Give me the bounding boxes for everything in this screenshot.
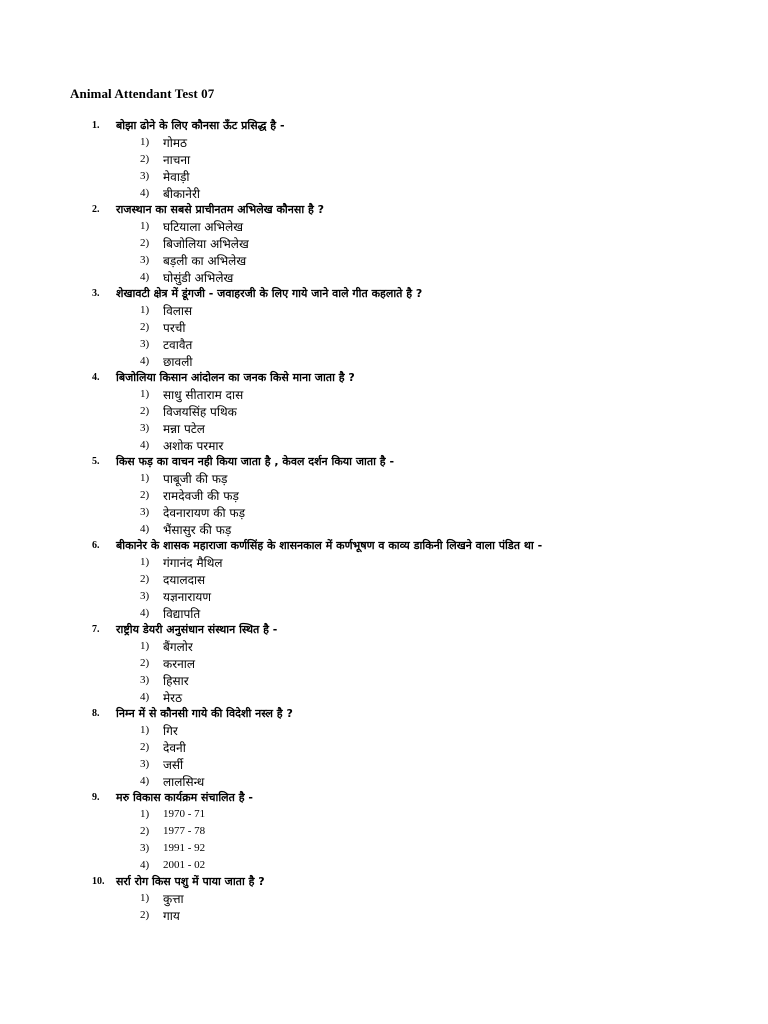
option-text: बीकानेरी bbox=[163, 187, 200, 201]
option-text: साधु सीताराम दास bbox=[163, 388, 244, 402]
answer-option bbox=[0, 823, 768, 840]
question-list bbox=[0, 118, 768, 924]
question-item bbox=[0, 118, 768, 202]
option-text: भैंसासुर की फड़ bbox=[163, 523, 232, 537]
question-row bbox=[0, 370, 768, 386]
option-number: 3) bbox=[140, 590, 150, 602]
answer-option bbox=[0, 185, 768, 202]
question-row bbox=[0, 538, 768, 554]
question-text: सर्रा रोग किस पशु में पाया जाता है ? bbox=[116, 875, 265, 888]
option-text: बैंगलोर bbox=[163, 640, 193, 654]
option-text: बिजोलिया अभिलेख bbox=[163, 237, 249, 251]
option-text: घटियाला अभिलेख bbox=[163, 220, 244, 234]
option-text: नाचना bbox=[163, 153, 191, 167]
option-number: 4) bbox=[140, 607, 150, 619]
option-number: 1) bbox=[140, 556, 150, 568]
option-number: 3) bbox=[140, 506, 150, 518]
option-number: 2) bbox=[140, 321, 150, 333]
answer-option bbox=[0, 168, 768, 185]
question-row bbox=[0, 202, 768, 218]
answer-option bbox=[0, 689, 768, 706]
question-text: मरु विकास कार्यक्रम संचालित है - bbox=[116, 791, 253, 804]
answer-option bbox=[0, 403, 768, 420]
answer-option bbox=[0, 605, 768, 622]
option-number: 4) bbox=[140, 859, 150, 871]
option-text: बड़ली का अभिलेख bbox=[163, 254, 247, 268]
option-text: 1991 - 92 bbox=[163, 842, 206, 854]
option-number: 3) bbox=[140, 170, 150, 182]
option-number: 3) bbox=[140, 338, 150, 350]
option-number: 1) bbox=[140, 640, 150, 652]
question-number: 10. bbox=[92, 876, 105, 887]
answer-option bbox=[0, 554, 768, 571]
option-number: 3) bbox=[140, 842, 150, 854]
answer-option bbox=[0, 386, 768, 403]
answer-option bbox=[0, 437, 768, 454]
question-text: किस फड़ का वाचन नही किया जाता है , केवल दर्शन किया जाता है - bbox=[116, 455, 395, 468]
option-text: मेवाड़ी bbox=[163, 170, 190, 184]
answer-option bbox=[0, 655, 768, 672]
option-number: 4) bbox=[140, 271, 150, 283]
answer-option bbox=[0, 134, 768, 151]
option-number: 1) bbox=[140, 388, 150, 400]
option-text: करनाल bbox=[163, 657, 196, 671]
answer-option bbox=[0, 638, 768, 655]
question-number: 8. bbox=[92, 708, 100, 719]
option-number: 4) bbox=[140, 691, 150, 703]
option-text: पाबूजी की फड़ bbox=[163, 472, 228, 486]
answer-option bbox=[0, 756, 768, 773]
option-text: परची bbox=[163, 321, 186, 335]
option-number: 2) bbox=[140, 573, 150, 585]
answer-option bbox=[0, 521, 768, 538]
answer-option bbox=[0, 773, 768, 790]
option-number: 3) bbox=[140, 674, 150, 686]
question-number: 9. bbox=[92, 792, 100, 803]
answer-option bbox=[0, 252, 768, 269]
question-row bbox=[0, 454, 768, 470]
option-number: 2) bbox=[140, 741, 150, 753]
question-item bbox=[0, 622, 768, 706]
question-number: 5. bbox=[92, 456, 100, 467]
option-text: रामदेवजी की फड़ bbox=[163, 489, 239, 503]
option-number: 2) bbox=[140, 909, 150, 921]
option-text: 2001 - 02 bbox=[163, 859, 206, 871]
answer-option bbox=[0, 890, 768, 907]
question-row bbox=[0, 874, 768, 890]
option-number: 1) bbox=[140, 304, 150, 316]
answer-option bbox=[0, 857, 768, 874]
option-number: 1) bbox=[140, 136, 150, 148]
question-row bbox=[0, 622, 768, 638]
option-text: दयालदास bbox=[163, 573, 206, 587]
question-item bbox=[0, 202, 768, 286]
option-text: 1970 - 71 bbox=[163, 808, 206, 820]
answer-option bbox=[0, 806, 768, 823]
question-text: बिजोलिया किसान आंदोलन का जनक किसे माना जाता है ? bbox=[116, 371, 355, 384]
answer-option bbox=[0, 218, 768, 235]
answer-option bbox=[0, 840, 768, 857]
question-text: शेखावटी क्षेत्र में डूंगजी - जवाहरजी के लिए गाये जाने वाले गीत कहलाते है ? bbox=[116, 287, 423, 300]
option-text: गोमठ bbox=[163, 136, 188, 150]
option-number: 4) bbox=[140, 439, 150, 451]
option-text: घोसुंडी अभिलेख bbox=[163, 271, 234, 285]
question-row bbox=[0, 706, 768, 722]
question-item bbox=[0, 286, 768, 370]
answer-option bbox=[0, 235, 768, 252]
option-text: विलास bbox=[163, 304, 193, 318]
option-text: मन्ना पटेल bbox=[163, 422, 205, 436]
question-item bbox=[0, 370, 768, 454]
question-row bbox=[0, 286, 768, 302]
option-text: छावली bbox=[163, 355, 193, 369]
option-text: टवावैत bbox=[163, 338, 193, 352]
option-number: 2) bbox=[140, 153, 150, 165]
option-number: 1) bbox=[140, 808, 150, 820]
option-number: 2) bbox=[140, 825, 150, 837]
question-text: निम्न में से कौनसी गाये की विदेशी नस्ल है ? bbox=[116, 707, 293, 720]
answer-option bbox=[0, 336, 768, 353]
question-row bbox=[0, 790, 768, 806]
answer-option bbox=[0, 504, 768, 521]
answer-option bbox=[0, 907, 768, 924]
question-item bbox=[0, 454, 768, 538]
question-number: 6. bbox=[92, 540, 100, 551]
option-number: 1) bbox=[140, 892, 150, 904]
answer-option bbox=[0, 672, 768, 689]
answer-option bbox=[0, 353, 768, 370]
question-text: राजस्थान का सबसे प्राचीनतम अभिलेख कौनसा है ? bbox=[116, 203, 325, 216]
question-number: 3. bbox=[92, 288, 100, 299]
answer-option bbox=[0, 571, 768, 588]
answer-option bbox=[0, 302, 768, 319]
option-number: 1) bbox=[140, 220, 150, 232]
question-number: 1. bbox=[92, 120, 100, 131]
option-text: यज्ञनारायण bbox=[163, 590, 212, 604]
question-item bbox=[0, 706, 768, 790]
option-text: जर्सी bbox=[163, 758, 184, 772]
option-number: 3) bbox=[140, 422, 150, 434]
question-item bbox=[0, 790, 768, 874]
option-number: 3) bbox=[140, 758, 150, 770]
question-item bbox=[0, 538, 768, 622]
answer-option bbox=[0, 269, 768, 286]
option-number: 4) bbox=[140, 187, 150, 199]
answer-option bbox=[0, 319, 768, 336]
option-number: 4) bbox=[140, 775, 150, 787]
option-number: 3) bbox=[140, 254, 150, 266]
option-number: 2) bbox=[140, 657, 150, 669]
answer-option bbox=[0, 420, 768, 437]
option-text: कुत्ता bbox=[163, 892, 184, 906]
answer-option bbox=[0, 588, 768, 605]
question-row bbox=[0, 118, 768, 134]
answer-option bbox=[0, 722, 768, 739]
option-text: गाय bbox=[163, 909, 180, 923]
answer-option bbox=[0, 470, 768, 487]
option-number: 2) bbox=[140, 489, 150, 501]
option-number: 1) bbox=[140, 472, 150, 484]
option-number: 4) bbox=[140, 523, 150, 535]
option-number: 1) bbox=[140, 724, 150, 736]
option-text: विजयसिंह पथिक bbox=[163, 405, 237, 419]
option-text: हिसार bbox=[163, 674, 189, 688]
answer-option bbox=[0, 739, 768, 756]
option-text: विद्यापति bbox=[163, 607, 201, 621]
option-text: 1977 - 78 bbox=[163, 825, 206, 837]
question-number: 2. bbox=[92, 204, 100, 215]
option-number: 4) bbox=[140, 355, 150, 367]
option-text: गंगानंद मैथिल bbox=[163, 556, 223, 570]
question-text: बीकानेर के शासक महाराजा कर्णसिंह के शासनकाल में कर्णभूषण व काव्य डाकिनी लिखने वाला पंडित था - bbox=[116, 539, 543, 552]
question-text: बोझा ढोने के लिए कौनसा ऊँट प्रसिद्ध है - bbox=[116, 119, 285, 132]
option-text: गिर bbox=[163, 724, 178, 738]
option-number: 2) bbox=[140, 237, 150, 249]
question-number: 4. bbox=[92, 372, 100, 383]
document-title: Animal Attendant Test 07 bbox=[70, 86, 215, 101]
option-text: देवनारायण की फड़ bbox=[163, 506, 246, 520]
question-text: राष्ट्रीय डेयरी अनुसंधान संस्थान स्थित है - bbox=[116, 623, 278, 636]
option-text: अशोक परमार bbox=[163, 439, 224, 453]
option-text: मेरठ bbox=[163, 691, 183, 705]
question-item bbox=[0, 874, 768, 924]
answer-option bbox=[0, 487, 768, 504]
answer-option bbox=[0, 151, 768, 168]
option-number: 2) bbox=[140, 405, 150, 417]
question-number: 7. bbox=[92, 624, 100, 635]
option-text: लालसिन्ध bbox=[163, 775, 205, 789]
option-text: देवनी bbox=[163, 741, 186, 755]
